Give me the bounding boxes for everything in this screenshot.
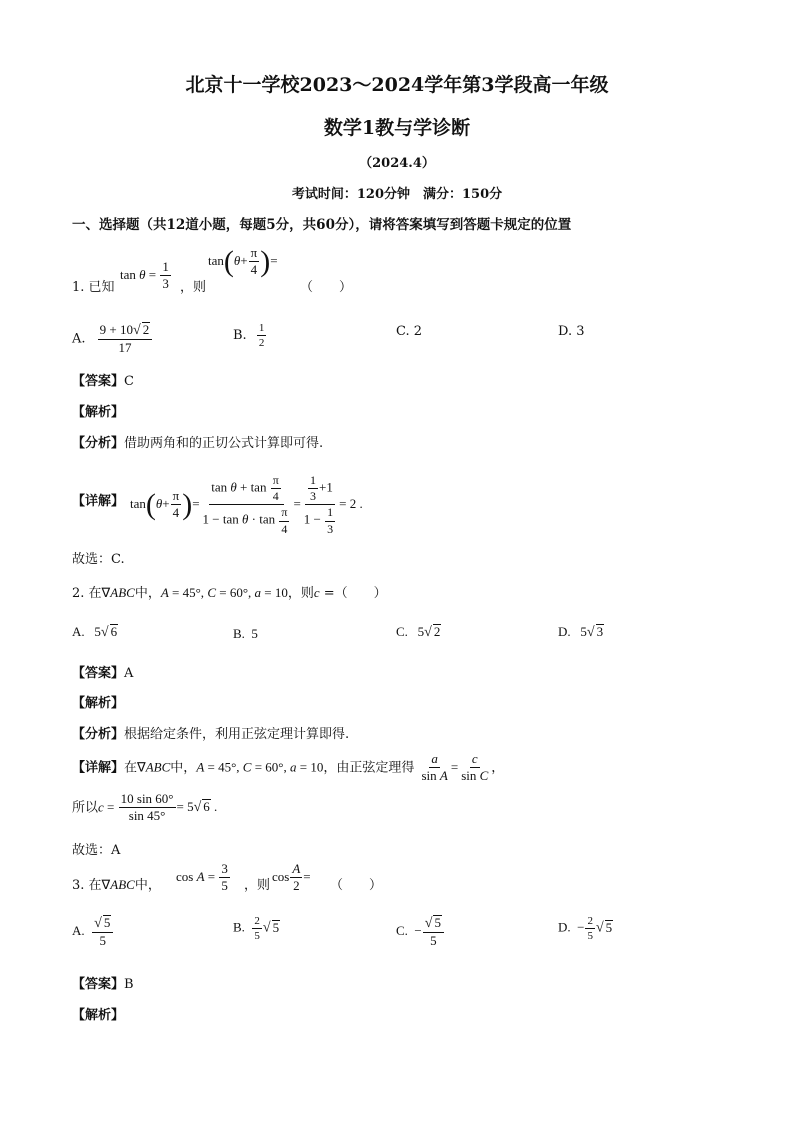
fenxi-tag: 【分析】 — [72, 727, 125, 742]
q3-option-a: A. $\frac{√ 5}{5}$ — [72, 915, 114, 949]
document-subtitle: 数学1教与学诊断 — [323, 117, 471, 139]
answer-tag: 【答案】 — [72, 977, 125, 992]
q2-answer — [72, 662, 133, 681]
document-title: 北京十一学校2023～2024学年第3学段高一年级 — [185, 74, 609, 96]
option-label: A. — [72, 331, 86, 347]
q1-option-b — [233, 322, 267, 349]
q2-jiexi: 【解析】 — [72, 696, 125, 711]
fenxi-tag: 【分析】 — [72, 436, 125, 451]
fenxi-text: 根据给定条件，利用正弦定理计算即得. — [124, 727, 350, 742]
q2-option-d: D. 5√ 3 — [558, 624, 604, 640]
q1-jiexi: 【解析】 — [72, 405, 125, 420]
q3-jiexi: 【解析】 — [72, 1008, 125, 1023]
q2-option-b: B. 5 — [233, 626, 258, 641]
q1-conclusion: 故选：C. — [72, 552, 125, 567]
answer-value: A — [124, 666, 134, 681]
q1-fenxi — [72, 432, 323, 451]
section-heading: 一、选择题（共12道小题，每题5分，共60分），请将答案填写到答题卡规定的位置 — [72, 217, 572, 233]
q1-option-a — [72, 322, 153, 356]
option-label: B. — [233, 328, 247, 344]
xiangjie-tag: 【详解】 — [72, 494, 125, 509]
q1-then: ，则 — [180, 280, 207, 295]
fenxi-text: 借助两角和的正切公式计算即可得. — [124, 436, 324, 451]
q2-fenxi — [72, 723, 349, 742]
q1-xiangjie-expr: tan(θ+ $\frac{\pi}{4}$ )= tan θ + tan $\frac{\pi}{4}$ 1 − tan θ · tan $\frac{\pi}{4}$ = $\frac{1}{3}$ +1 1 − $\frac{1}{3}$ = 2 . — [130, 473, 363, 536]
xiangjie-tag: 【详解】 — [72, 760, 125, 776]
q2-xiangjie-1: 【详解】在∇ABC中，A = 45°, C = 60°, a = 10，由正弦定理得 $\frac{a}{\text{sin A}}$ = $\frac{c}{\text{sin C}}$ ， — [72, 751, 505, 784]
q2-xiangjie-2: 所以c = $\frac{10 \sin 60^\circ}{\sin 45^\circ}$ = 5√ 6 . — [72, 791, 218, 824]
answer-tag: 【答案】 — [72, 374, 125, 389]
q3-answer — [72, 973, 134, 992]
q2-conclusion: 故选：A — [72, 843, 121, 858]
document-page: 北京十一学校2023～2024学年第3学段高一年级 数学1教与学诊断 （2024.4） 考试时间：120分钟 满分：150分 一、选择题（共12道小题，每题5分，共60分），请将答案填写到答题卡规定的位置 1. 已知 tan θ = $\frac{1}{3}$ ，则 tan(θ+ $\frac{\pi}{4}$ )= （ ） A. $\frac{9 + 10√ 2}{17}$ B. $\frac{1}{2}$ C. 2 D. 3 【答案】C 【解析】 【分析】借助两角和的正切公式计算即可得. 【详解】 tan(θ+ $\frac{\pi}{4}$ )= tan θ + tan $\frac{\pi}{4}$ 1 − tan θ · tan $\frac{\pi}{4}$ = $\frac{1}{3}$ +1 1 − $\frac{1}{3}$ = 2 . 故选：C. 2. 在∇ABC中，A = 45°, C = 60°, a = 10，则c =（ ） A. 5√ 6 B. 5 C. 5√ 2 D. 5√ 3 【答案】A 【解析】 【分析】根据给定条件，利用正弦定理计算即得. 【详解】在∇ABC中，A = 45°, C = 60°, a = 10，由正弦定理得 $\frac{a}{\text{sin A}}$ = $\frac{c}{\text{sin C}}$ ， 所以c = $\frac{10 \sin 60^\circ}{\sin 45^\circ}$ = 5√ 6 . 故选：A 3. 在∇ABC中， cos A = $\frac{3}{5}$ ，则 cos $\frac{A}{2}$ = （ ） A. $\frac{√ 5}{5}$ B. $\frac{2}{5}$ √ 5 C. − $\frac{√ 5}{5}$ D. − $\frac{2}{5}$ √ 5 【答案】B 【解析】 — [0, 0, 794, 1123]
q1-optA-expr: $\frac{9 + 10√ 2}{17}$ — [98, 322, 153, 356]
q2-option-a: A. 5√ 6 — [72, 624, 118, 640]
q1-optB-expr: $\frac{1}{2}$ — [258, 322, 265, 350]
q1-ask: tan(θ+ $\frac{\pi}{4}$ )= — [208, 244, 278, 278]
q3-option-d: D. − $\frac{2}{5}$ √ 5 — [558, 915, 613, 943]
q1-answer — [72, 370, 134, 389]
q3-option-c: C. − $\frac{√ 5}{5}$ — [396, 915, 445, 949]
exam-date: （2024.4） — [359, 156, 435, 171]
q1-prefix: 1. 已知 — [72, 280, 115, 295]
q1-option-d: D. 3 — [558, 324, 585, 339]
q1-given: tan θ = $\frac{1}{3}$ — [120, 259, 169, 292]
question-2: 2. 在∇ABC中，A = 45°, C = 60°, a = 10，则c =（ ） — [72, 585, 387, 601]
answer-tag: 【答案】 — [72, 666, 125, 681]
answer-value: C — [124, 374, 134, 389]
q2-option-c: C. 5√ 2 — [396, 624, 441, 640]
answer-value: B — [124, 977, 134, 992]
q1-blank: （ ） — [300, 280, 353, 295]
q1-option-c: C. 2 — [396, 324, 423, 339]
exam-info: 考试时间：120分钟 满分：150分 — [291, 187, 503, 202]
q3-option-b: B. $\frac{2}{5}$ √ 5 — [233, 915, 280, 943]
